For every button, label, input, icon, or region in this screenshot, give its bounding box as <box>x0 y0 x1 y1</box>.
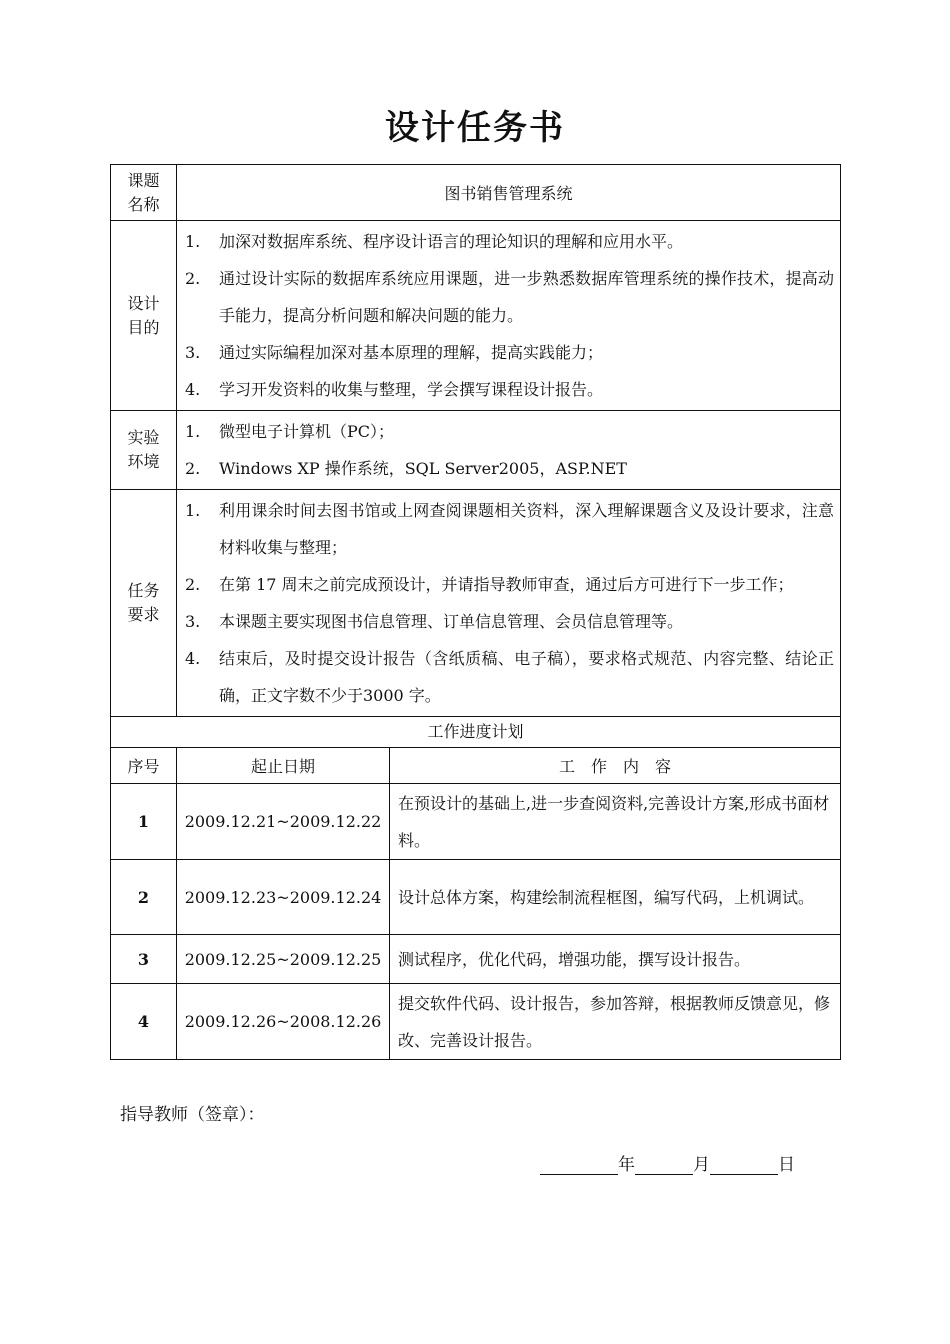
list-item-text: 通过实际编程加深对基本原理的理解，提高实践能力； <box>219 343 604 362</box>
schedule-title: 工作进度计划 <box>111 717 841 748</box>
row-date: 2009.12.25~2009.12.25 <box>177 935 390 984</box>
date-line <box>540 1150 795 1175</box>
environment-row <box>111 411 841 490</box>
month-label: 月 <box>693 1155 710 1175</box>
list-item <box>185 334 834 371</box>
list-item <box>185 492 834 566</box>
requirements-label-text: 任务 要求 <box>127 581 160 624</box>
purpose-content <box>177 221 841 411</box>
header-date: 起止日期 <box>177 748 390 784</box>
topic-value: 图书销售管理系统 <box>177 165 841 221</box>
list-item-text: 学习开发资料的收集与整理，学会撰写课程设计报告。 <box>219 380 604 399</box>
environment-label <box>111 411 177 490</box>
environment-content <box>177 411 841 490</box>
row-work: 在预设计的基础上,进一步查阅资料,完善设计方案,形成书面材料。 <box>390 784 841 860</box>
list-item-text: 本课题主要实现图书信息管理、订单信息管理、会员信息管理等。 <box>219 612 684 631</box>
row-date: 2009.12.23~2009.12.24 <box>177 860 390 935</box>
table-row <box>111 984 841 1060</box>
schedule-title-row <box>111 717 841 748</box>
list-item-text: 通过设计实际的数据库系统应用课题，进一步熟悉数据库管理系统的操作技术，提高动手能力，提高分析问题和解决问题的能力。 <box>219 269 835 325</box>
topic-row <box>111 165 841 221</box>
purpose-label-text: 设计 目的 <box>127 293 160 337</box>
requirements-label <box>111 490 177 717</box>
list-item-number: 3. <box>185 612 201 631</box>
topic-label-text: 课题 名称 <box>127 170 160 214</box>
row-work: 测试程序，优化代码，增强功能，撰写设计报告。 <box>390 935 841 984</box>
purpose-row <box>111 221 841 411</box>
environment-list <box>177 411 840 489</box>
list-item-number: 1. <box>185 501 201 520</box>
requirements-content <box>177 490 841 717</box>
day-blank <box>710 1154 778 1175</box>
requirements-row <box>111 490 841 717</box>
list-item <box>185 566 834 603</box>
list-item-text: 利用课余时间去图书馆或上网查阅课题相关资料，深入理解课题含义及设计要求，注意材料收集与整理； <box>219 501 835 557</box>
list-item-number: 1. <box>185 232 201 251</box>
table-row <box>111 784 841 860</box>
list-item-text: 结束后，及时提交设计报告（含纸质稿、电子稿），要求格式规范、内容完整、结论正确，正文字数不少于3000 字。 <box>219 649 835 705</box>
list-item <box>185 640 834 714</box>
list-item-number: 4. <box>185 380 201 399</box>
row-work: 设计总体方案，构建绘制流程框图，编写代码，上机调试。 <box>390 860 841 935</box>
table-row <box>111 860 841 935</box>
row-number: 1 <box>111 784 177 860</box>
row-number: 3 <box>111 935 177 984</box>
row-number: 2 <box>111 860 177 935</box>
list-item <box>185 371 834 408</box>
list-item-number: 2. <box>185 459 201 478</box>
list-item-number: 4. <box>185 649 201 668</box>
environment-label-text: 实验 环境 <box>127 428 160 471</box>
purpose-label <box>111 221 177 411</box>
month-blank <box>635 1154 693 1175</box>
year-label: 年 <box>618 1155 635 1175</box>
row-work: 提交软件代码、设计报告，参加答辩，根据教师反馈意见，修改、完善设计报告。 <box>390 984 841 1060</box>
topic-label <box>111 165 177 221</box>
header-seq: 序号 <box>111 748 177 784</box>
list-item <box>185 260 834 334</box>
table-row <box>111 935 841 984</box>
list-item <box>185 603 834 640</box>
day-label: 日 <box>778 1155 795 1175</box>
list-item-text: Windows XP 操作系统，SQL Server2005，ASP.NET <box>219 459 627 478</box>
list-item-number: 2. <box>185 575 201 594</box>
row-date: 2009.12.26~2008.12.26 <box>177 984 390 1060</box>
schedule-header-row <box>111 748 841 784</box>
requirements-list <box>177 490 840 716</box>
list-item-number: 3. <box>185 343 201 362</box>
purpose-list <box>177 221 840 410</box>
list-item-text: 微型电子计算机（PC）； <box>219 422 395 441</box>
year-blank <box>540 1154 618 1175</box>
list-item-text: 在第 17 周末之前完成预设计，并请指导教师审查，通过后方可进行下一步工作； <box>219 575 794 594</box>
advisor-signature-label: 指导教师（签章）： <box>120 1105 265 1125</box>
list-item-number: 1. <box>185 422 201 441</box>
list-item-number: 2. <box>185 269 201 288</box>
list-item <box>185 450 834 487</box>
task-table <box>110 164 841 1060</box>
header-work: 工 作 内 容 <box>390 748 841 784</box>
list-item <box>185 223 834 260</box>
page-title: 设计任务书 <box>385 108 565 148</box>
row-date: 2009.12.21~2009.12.22 <box>177 784 390 860</box>
list-item-text: 加深对数据库系统、程序设计语言的理论知识的理解和应用水平。 <box>219 232 684 251</box>
row-number: 4 <box>111 984 177 1060</box>
list-item <box>185 413 834 450</box>
